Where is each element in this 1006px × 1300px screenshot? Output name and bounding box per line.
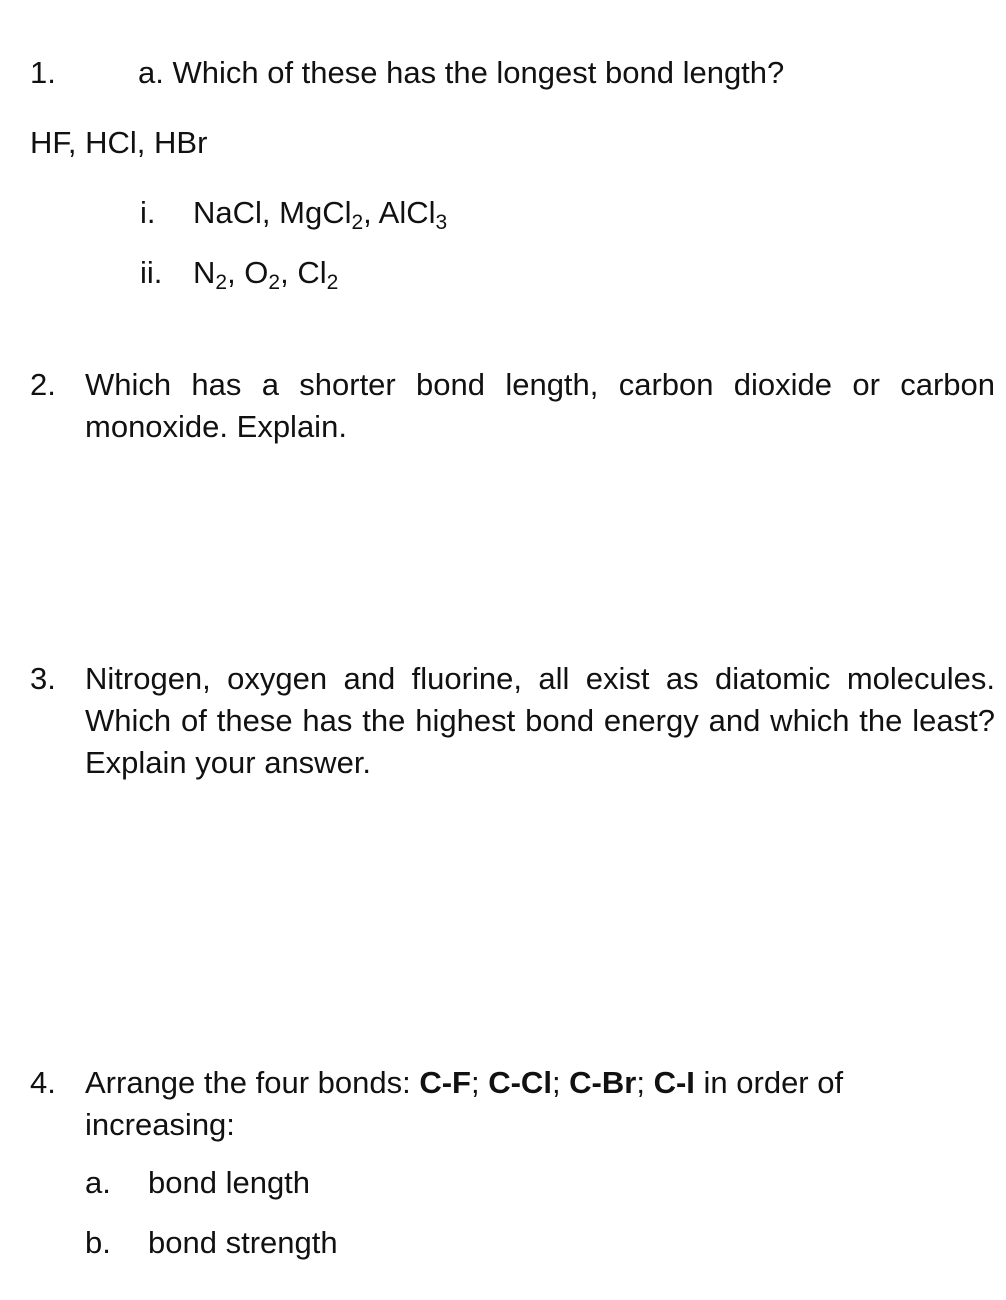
q4-item-b-marker: b. (85, 1225, 111, 1260)
bond-cbr: C-Br (569, 1065, 637, 1100)
q4-number: 4. (30, 1065, 56, 1100)
q2-number: 2. (30, 367, 56, 402)
q1-prompt: a. Which of these has the longest bond length? (138, 55, 785, 90)
q2-text: Which has a shorter bond length, carbon dioxide or carbon monoxide. Explain. (85, 367, 995, 444)
q1-number: 1. (30, 55, 56, 90)
q4-item-a-marker: a. (85, 1165, 111, 1200)
q4-item-b: bond strength (148, 1225, 338, 1260)
bond-cf: C-F (419, 1065, 471, 1100)
bond-ccl: C-Cl (488, 1065, 552, 1100)
q3-text: Nitrogen, oxygen and fluorine, all exist as diatomic molecules. Which of these has the highest bond energy and which the least? Explain your answer. (85, 661, 995, 780)
q1-item-ii-marker: ii. (140, 255, 163, 290)
q4-item-a: bond length (148, 1165, 311, 1200)
q3-number: 3. (30, 661, 56, 696)
q1-item-ii: $N_2$, $O_2$, $Cl_2$ (193, 255, 339, 294)
q1-item-i: NaCl, MgCl$_2$, AlCl$_3$ (193, 195, 448, 234)
bond-ci: C-I (653, 1065, 695, 1100)
q4-text: Arrange the four bonds: C-F; C-Cl; C-Br; C-I in order of increasing: (85, 1065, 844, 1142)
q1-set-a: HF, HCl, HBr (30, 125, 208, 160)
q1-item-i-marker: i. (140, 195, 156, 230)
